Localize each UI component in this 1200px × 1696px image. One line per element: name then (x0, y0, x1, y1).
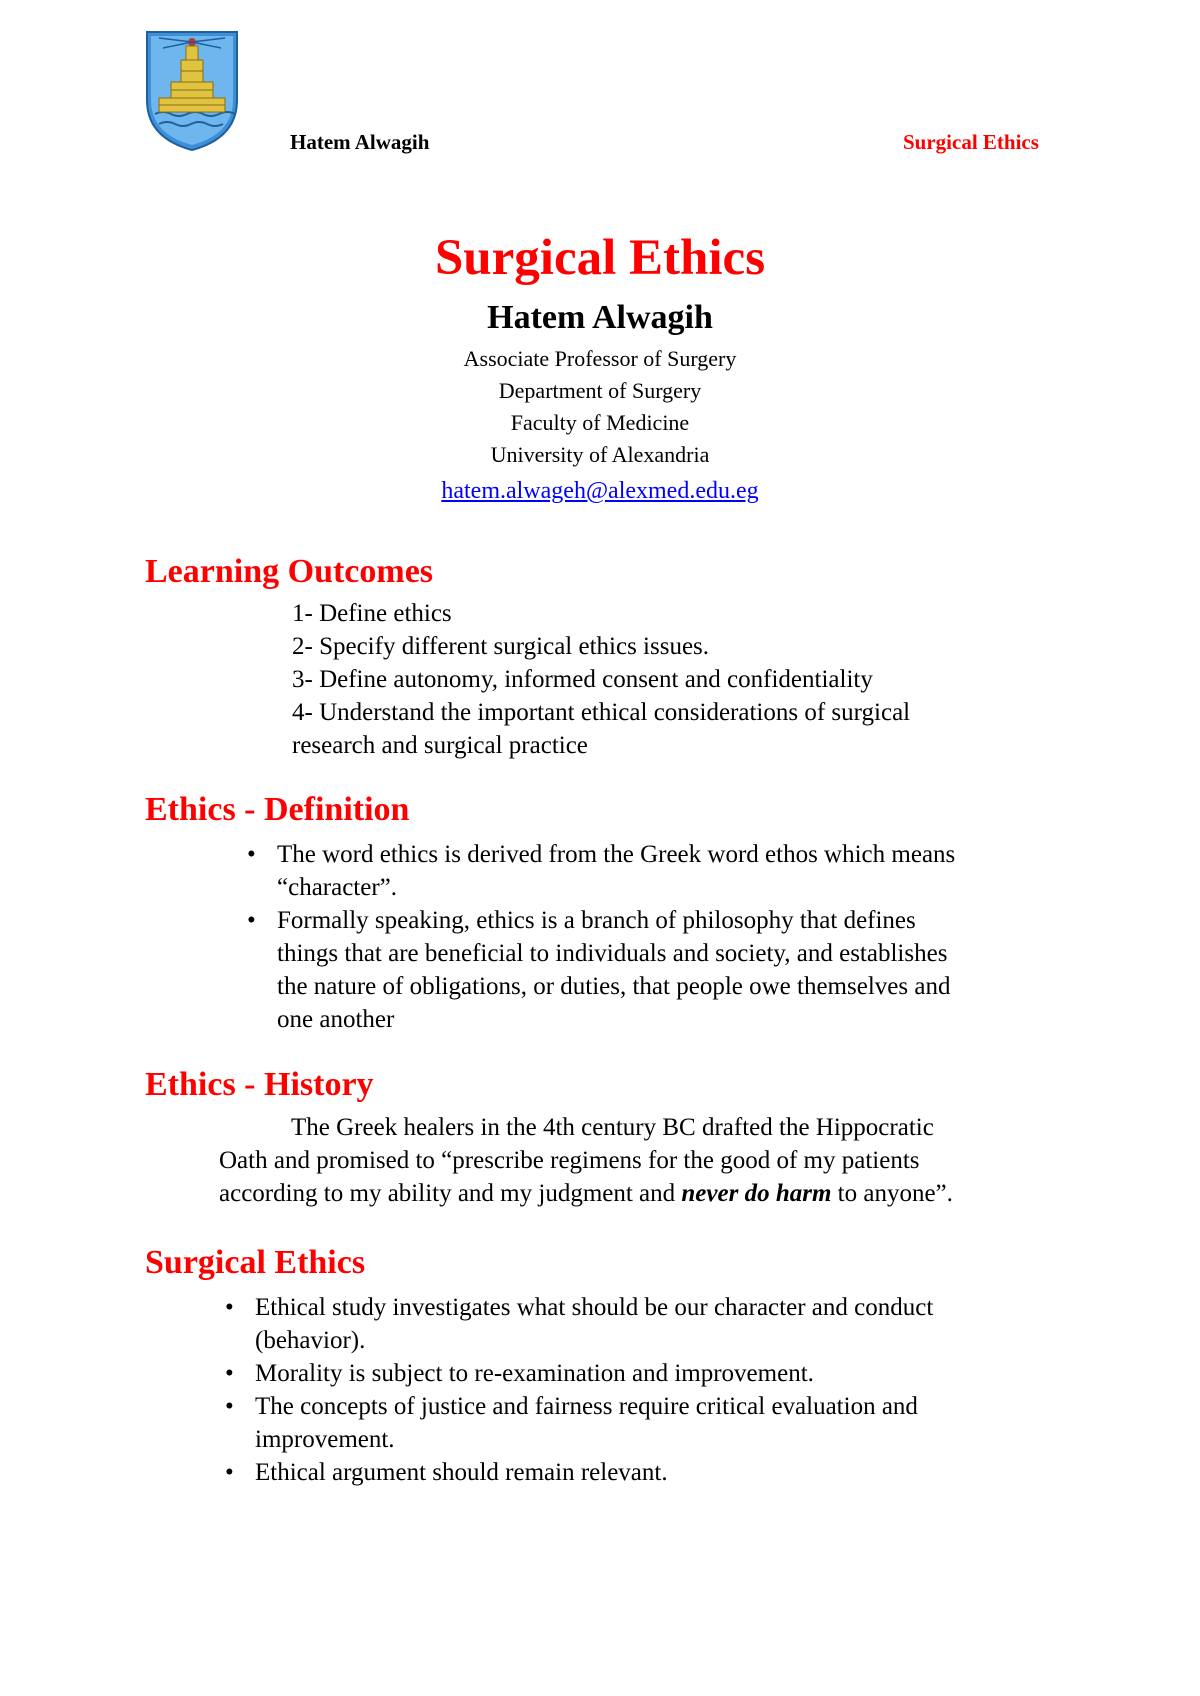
document-title: Surgical Ethics (434, 230, 766, 286)
history-line-final (219, 1177, 1079, 1210)
author-email-link[interactable] (0, 474, 1200, 508)
bullet-line: Morality is subject to re-examination and improvement. (255, 1360, 814, 1387)
bullet-line: one another (277, 1006, 395, 1033)
history-line: The Greek healers in the 4th century BC drafted the Hippocratic (291, 1114, 934, 1141)
author-email-text[interactable]: hatem.alwageh@alexmed.edu.eg (441, 478, 759, 504)
section-heading-ethics-definition: Ethics - Definition (145, 791, 410, 828)
list-item (225, 1357, 1055, 1390)
history-text: according to my ability and my judgment and (219, 1180, 682, 1207)
university-crest-logo (145, 30, 239, 152)
bullet-line: The word ethics is derived from the Greek word ethos which means (277, 841, 956, 868)
bullet-line: improvement. (255, 1426, 395, 1453)
bullet-icon: • (225, 1459, 234, 1486)
list-item (225, 1456, 1055, 1489)
outcome-line: 1- Define ethics (292, 600, 452, 627)
affiliation-position: Associate Professor of Surgery (463, 346, 737, 371)
outcome-line: 2- Specify different surgical ethics issues. (292, 633, 710, 660)
bullet-icon: • (225, 1294, 234, 1321)
surgical-ethics-bullet-list (225, 1291, 1055, 1489)
history-emphasis: never do harm (681, 1180, 832, 1207)
outcome-line: research and surgical practice (292, 732, 588, 759)
list-item (247, 904, 1077, 1036)
bullet-icon: • (247, 841, 256, 868)
bullet-line: “character”. (277, 874, 398, 901)
bullet-line: Ethical study investigates what should be our character and conduct (255, 1294, 934, 1321)
header-title: Surgical Ethics (903, 130, 1039, 154)
definition-bullet-list (247, 838, 1077, 1036)
history-paragraph (219, 1111, 1079, 1210)
header-author: Hatem Alwagih (290, 130, 430, 154)
list-item (247, 838, 1077, 904)
section-heading-surgical-ethics: Surgical Ethics (145, 1244, 366, 1281)
bullet-line: things that are beneficial to individuals and society, and establishes (277, 940, 948, 967)
list-item (225, 1291, 1055, 1357)
history-text: to anyone”. (831, 1180, 953, 1207)
learning-outcomes-list (292, 597, 1052, 762)
outcome-line: 3- Define autonomy, informed consent and confidentiality (292, 666, 873, 693)
list-item (225, 1390, 1055, 1456)
affiliation-faculty: Faculty of Medicine (510, 410, 690, 435)
affiliation-university: University of Alexandria (490, 442, 710, 467)
bullet-line: Ethical argument should remain relevant. (255, 1459, 668, 1486)
bullet-icon: • (225, 1360, 234, 1387)
bullet-line: Formally speaking, ethics is a branch of philosophy that defines (277, 907, 916, 934)
bullet-icon: • (225, 1393, 234, 1420)
bullet-icon: • (247, 907, 256, 934)
bullet-line: The concepts of justice and fairness require critical evaluation and (255, 1393, 918, 1420)
outcome-line: 4- Understand the important ethical considerations of surgical (292, 699, 911, 726)
bullet-line: the nature of obligations, or duties, that people owe themselves and (277, 973, 951, 1000)
section-heading-learning-outcomes: Learning Outcomes (145, 553, 434, 590)
bullet-line: (behavior). (255, 1327, 366, 1354)
section-heading-ethics-history: Ethics - History (145, 1066, 374, 1103)
affiliation-department: Department of Surgery (498, 378, 702, 403)
history-line: Oath and promised to “prescribe regimens for the good of my patients (219, 1147, 920, 1174)
document-author: Hatem Alwagih (487, 299, 713, 336)
